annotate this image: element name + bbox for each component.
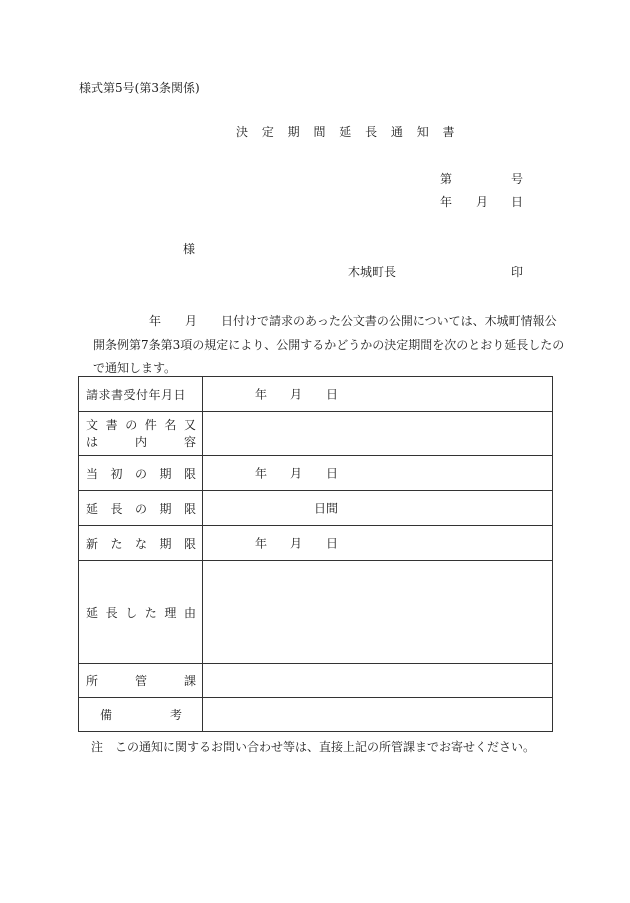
row-label-extension-reason: 延 長 し た 理 由 [79, 561, 203, 664]
extension-days: 日間 [314, 501, 339, 516]
request-month: 月 [290, 387, 303, 402]
doc-number-prefix: 第 [440, 172, 453, 186]
footnote: 注 この通知に関するお問い合わせ等は、直接上記の所管課までお寄せください。 [91, 740, 536, 754]
row-label-document-name [79, 412, 203, 456]
issue-date-year: 年 [440, 195, 453, 209]
row-label-request-date: 請求書受付年月日 [79, 377, 203, 412]
row-value-department [203, 664, 553, 698]
original-month: 月 [290, 466, 303, 481]
body-line-1-text: 日付けで請求のあった公文書の公開については、木城町情報公 [221, 314, 557, 328]
row-label-original-deadline: 当 初 の 期 限 [79, 456, 203, 491]
document-title: 決 定 期 間 延 長 通 知 書 [236, 125, 460, 139]
body-line-1 [93, 310, 555, 334]
body-paragraph [93, 310, 565, 381]
body-line-2: 開条例第7条第3項の規定により、公開するかどうかの決定期間を次のとおり延長したの [93, 337, 565, 352]
addressee-suffix: 様 [183, 242, 196, 256]
table-row [79, 412, 553, 456]
row-label-new-deadline: 新 た な 期 限 [79, 526, 203, 561]
row-label-remarks: 備 考 [79, 698, 203, 732]
new-day: 日 [326, 536, 339, 551]
table-row [79, 698, 553, 732]
row-value-extension-period [203, 491, 553, 526]
original-year: 年 [255, 466, 268, 481]
table-row [79, 377, 553, 412]
table-row [79, 561, 553, 664]
issuer-name: 木城町長 [348, 265, 397, 279]
table-row [79, 456, 553, 491]
original-day: 日 [326, 466, 339, 481]
table-row [79, 664, 553, 698]
doc-number-suffix: 号 [511, 172, 524, 186]
row-value-extension-reason [203, 561, 553, 664]
row-value-new-deadline [203, 526, 553, 561]
document-name-line-2: は 内 容 [86, 434, 196, 449]
form-number: 様式第5号(第3条関係) [79, 81, 200, 95]
row-value-original-deadline [203, 456, 553, 491]
issue-date-day: 日 [511, 195, 524, 209]
form-table [78, 376, 553, 732]
row-value-remarks [203, 698, 553, 732]
new-month: 月 [290, 536, 303, 551]
request-year: 年 [255, 387, 268, 402]
seal-mark: 印 [511, 265, 524, 279]
row-value-document-name [203, 412, 553, 456]
row-value-request-date [203, 377, 553, 412]
request-day: 日 [326, 387, 339, 402]
row-label-department: 所 管 課 [79, 664, 203, 698]
body-line-3: で通知します。 [93, 361, 177, 375]
document-name-line-1: 文 書 の 件 名 又 [86, 417, 196, 432]
table-row [79, 526, 553, 561]
new-year: 年 [255, 536, 268, 551]
body-year: 年 [149, 314, 162, 328]
body-month: 月 [185, 314, 198, 328]
row-label-extension-period: 延 長 の 期 限 [79, 491, 203, 526]
table-row [79, 491, 553, 526]
issue-date-month: 月 [476, 195, 489, 209]
